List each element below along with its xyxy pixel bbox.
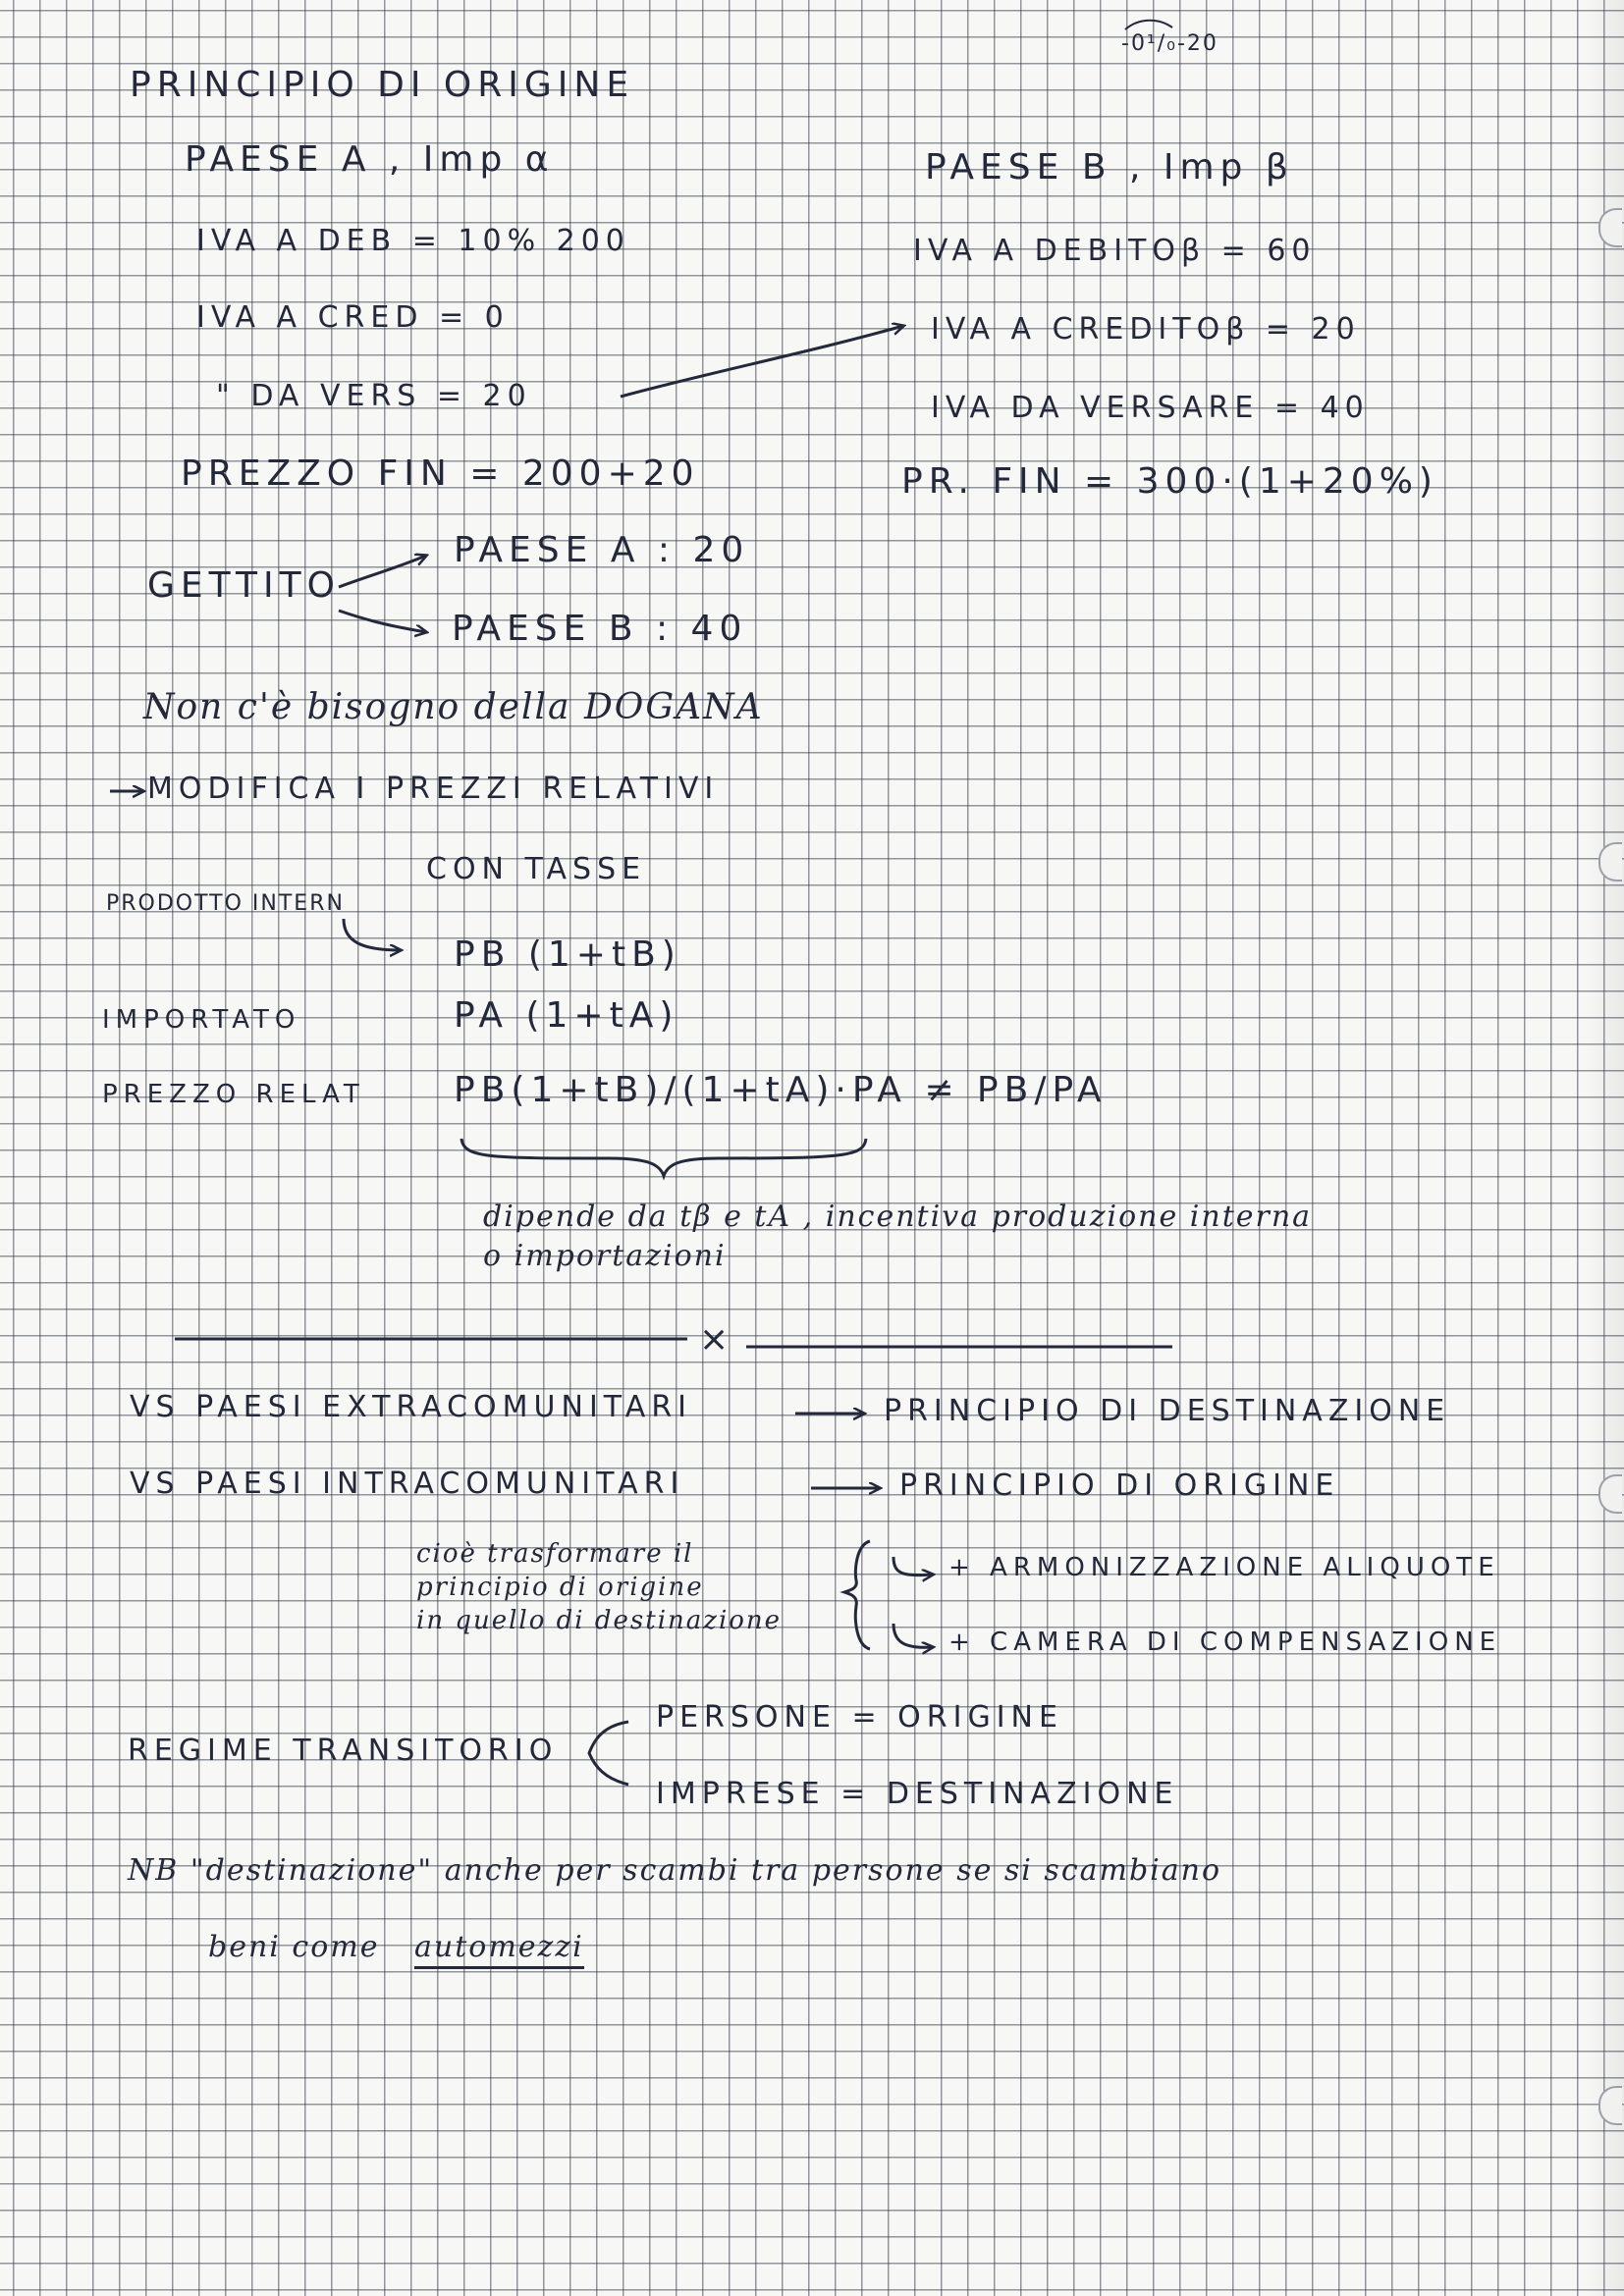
arrow-revenue-b bbox=[339, 611, 426, 632]
transform-note-line3: in quello di destinazione bbox=[416, 1606, 783, 1635]
revenue-country-b: PAESE B : 40 bbox=[452, 609, 748, 649]
arrow-option-1 bbox=[893, 1557, 933, 1575]
relative-price-formula: PB(1+tB)/(1+tA)·PA ≠ PB/PA bbox=[454, 1070, 1108, 1110]
revenue-country-a: PAESE A : 20 bbox=[454, 530, 750, 570]
arrow-revenue-a bbox=[339, 556, 426, 587]
final-price-a: PREZZO FIN = 200+20 bbox=[181, 454, 700, 494]
domestic-product-formula: PB (1+tB) bbox=[454, 934, 681, 975]
depends-note-line2: o importazioni bbox=[483, 1239, 727, 1273]
arrow-option-2 bbox=[893, 1624, 933, 1647]
no-customs-note: Non c'è bisogno della DOGANA bbox=[143, 687, 764, 727]
arrow-to-country-b bbox=[621, 326, 903, 397]
transform-brace bbox=[844, 1541, 870, 1649]
transform-note-line1: cioè trasformare il bbox=[416, 1539, 694, 1569]
nb-note-line1: NB "destinazione" anche per scambi tra persone se si scambiano bbox=[128, 1853, 1222, 1888]
country-b-heading: PAESE B , Imp β bbox=[925, 147, 1294, 187]
final-price-b: PR. FIN = 300·(1+20%) bbox=[901, 461, 1438, 502]
domestic-product-label: PRODOTTO INTERN bbox=[106, 891, 345, 916]
extra-eu-left: VS PAESI EXTRACOMUNITARI bbox=[130, 1390, 693, 1424]
formula-brace bbox=[461, 1139, 866, 1176]
intra-eu-right: PRINCIPIO DI ORIGINE bbox=[899, 1468, 1340, 1503]
nb-note-line2-prefix: beni come bbox=[208, 1930, 380, 1964]
page-marker-swirl bbox=[1125, 21, 1172, 29]
depends-note-line1: dipende da tβ e tA , incentiva produzione interna bbox=[483, 1200, 1313, 1234]
page-title: PRINCIPIO DI ORIGINE bbox=[130, 65, 635, 105]
transform-note-line2: principio di origine bbox=[416, 1573, 704, 1602]
iva-debit-b: IVA A DEBITOβ = 60 bbox=[913, 234, 1317, 268]
modifies-prices-note: MODIFICA I PREZZI RELATIVI bbox=[147, 772, 720, 806]
imported-formula: PA (1+tA) bbox=[454, 995, 679, 1036]
intra-eu-left: VS PAESI INTRACOMUNITARI bbox=[130, 1467, 685, 1501]
nb-note-underlined-word: automezzi bbox=[414, 1930, 584, 1969]
revenue-label: GETTITO bbox=[147, 565, 341, 606]
iva-pay-b: IVA DA VERSARE = 40 bbox=[931, 391, 1370, 425]
separator-mark: × bbox=[699, 1319, 730, 1360]
transitional-people: PERSONE = ORIGINE bbox=[656, 1700, 1063, 1735]
transitional-label: REGIME TRANSITORIO bbox=[128, 1734, 559, 1768]
transitional-bracket bbox=[589, 1722, 628, 1785]
arrow-domestic bbox=[344, 919, 401, 950]
page-marker: -0¹/₀-20 bbox=[1121, 31, 1218, 56]
iva-debit-a: IVA A DEB = 10% 200 bbox=[196, 224, 630, 258]
imported-label: IMPORTATO bbox=[102, 1005, 301, 1035]
with-taxes-label: CON TASSE bbox=[426, 852, 647, 886]
extra-eu-right: PRINCIPIO DI DESTINAZIONE bbox=[884, 1394, 1451, 1428]
relative-price-label: PREZZO RELAT bbox=[102, 1080, 365, 1109]
option-harmonization: + ARMONIZZAZIONE ALIQUOTE bbox=[948, 1553, 1500, 1582]
option-clearing-house: + CAMERA DI COMPENSAZIONE bbox=[948, 1628, 1502, 1657]
transitional-firms: IMPRESE = DESTINAZIONE bbox=[656, 1777, 1179, 1811]
iva-credit-a: IVA A CRED = 0 bbox=[196, 300, 510, 335]
iva-pay-a: " DA VERS = 20 bbox=[216, 379, 532, 413]
iva-credit-b: IVA A CREDITOβ = 20 bbox=[931, 312, 1361, 347]
country-a-heading: PAESE A , Imp α bbox=[185, 139, 555, 180]
